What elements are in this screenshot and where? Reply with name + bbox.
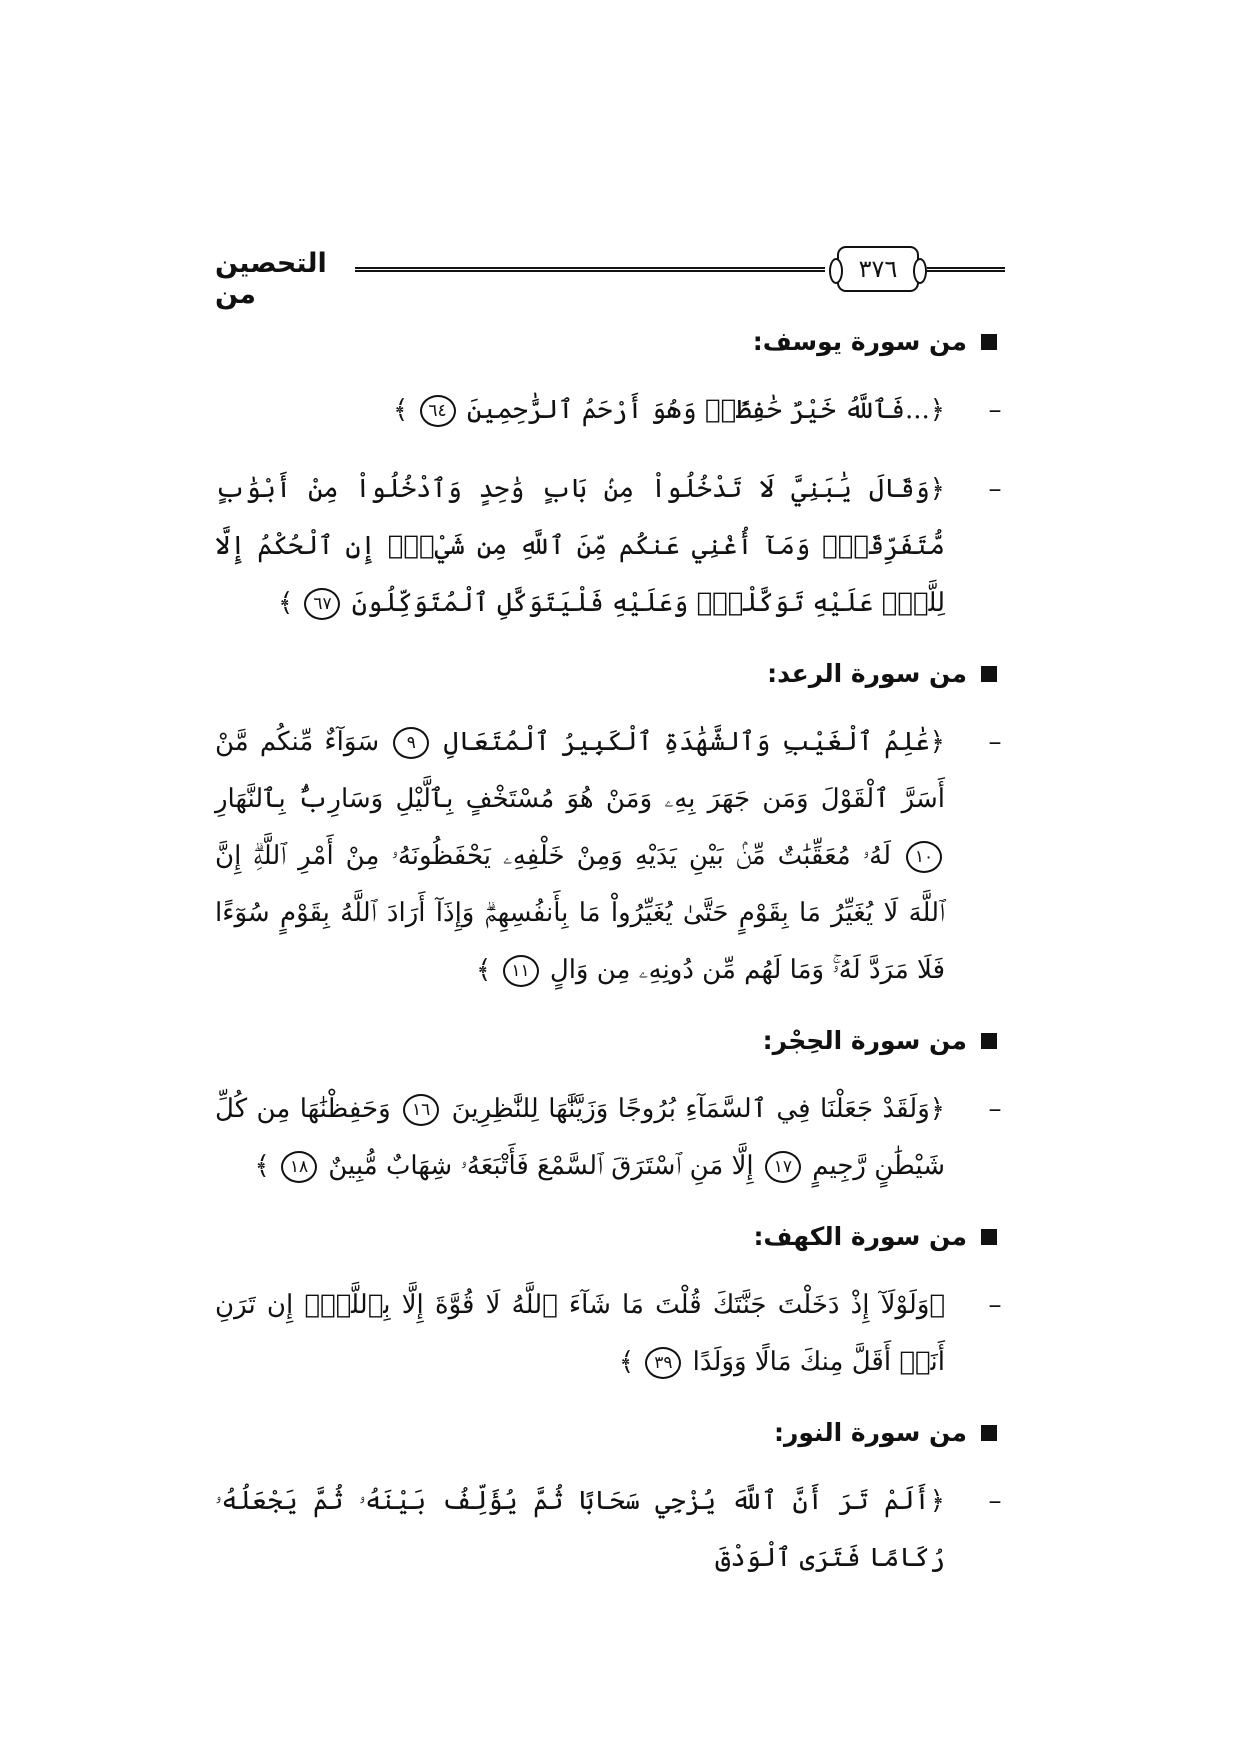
running-header <box>215 242 1005 310</box>
verse-text: ﴾ <box>277 588 294 618</box>
ayah-number: ١٠ <box>906 841 942 873</box>
dash-bullet-icon: – <box>988 727 1002 757</box>
sura-heading-text: من سورة يوسف: <box>752 327 967 356</box>
sura-heading <box>215 1217 997 1257</box>
sura-heading-text: من سورة الحِجْر: <box>762 1026 967 1055</box>
square-bullet-icon <box>981 1425 997 1441</box>
verse-text: ﴾ <box>393 395 409 425</box>
dash-bullet-icon: – <box>988 1486 1002 1516</box>
square-bullet-icon <box>981 666 997 682</box>
sura-heading-text: من سورة الكهف: <box>753 1222 967 1251</box>
verse-text: لَهُۥ مُعَقِّبَٰتٌ مِّنۢ بَيْنِ يَدَيْهِ وَمِنْ خَلْفِهِۦ يَحْفَظُونَهُۥ مِنْ أَمْرِ ٱللَّهِۗ إِنَّ ٱللَّهَ لَا يُغَيِّرُ مَا بِقَوْمٍ حَتَّىٰ يُغَيِّرُواْ مَا بِأَنفُسِهِمْۗ وَإِذَآ أَرَادَ ٱللَّهُ بِقَوْمٍ سُوٓءًا فَلَا مَرَدَّ لَهُۥۚ وَمَا لَهُم مِّن دُونِهِۦ مِن وَالٍ <box>215 841 945 985</box>
ayah-number: ١٦ <box>403 1094 439 1126</box>
verse-text: ﴾ <box>476 955 492 985</box>
verse-text: ﴿وَلَقَدْ جَعَلْنَا فِي ٱلسَّمَآءِ بُرُوجًا وَزَيَّنَّٰهَا لِلنَّٰظِرِينَ <box>451 1094 946 1124</box>
square-bullet-icon <box>981 334 997 350</box>
page-number: ٣٧٦ <box>837 246 919 292</box>
sura-heading <box>215 322 997 362</box>
ayah-number: ٣٩ <box>645 1347 681 1379</box>
verse-text: وَحَفِظْنَٰهَا مِن كُلِّ شَيْطَٰنٍ رَّجِيمٍ <box>215 1094 945 1181</box>
dash-bullet-icon: – <box>988 1290 1002 1320</box>
sura-heading <box>215 1021 997 1061</box>
page-content <box>215 322 1005 1609</box>
verse-text: ﴾ <box>254 1151 270 1181</box>
square-bullet-icon <box>981 1033 997 1049</box>
verse-paragraph <box>215 1081 1005 1195</box>
square-bullet-icon <box>981 1229 997 1245</box>
sura-heading <box>215 654 997 694</box>
header-rule-left <box>355 267 825 272</box>
verse-paragraph <box>215 461 1005 632</box>
dash-bullet-icon: – <box>988 474 1002 504</box>
ayah-number: ٦٧ <box>304 588 340 620</box>
dash-bullet-icon: – <box>988 395 1002 425</box>
book-title: التحصين من <box>215 248 327 310</box>
header-rule-right <box>927 267 1005 272</box>
verse-text: سَوَآءٌ مِّنكُم مَّنْ أَسَرَّ ٱلْقَوْلَ وَمَن جَهَرَ بِهِۦ وَمَنْ هُوَ مُسْتَخْفٍ بِٱلَّيْلِ وَسَارِبٌۢ بِٱلنَّهَارِ <box>215 727 945 814</box>
sura-heading <box>215 1413 997 1453</box>
verse-text: ﴿وَلَوْلَآ إِذْ دَخَلْتَ جَنَّتَكَ قُلْتَ مَا شَآءَ ٱللَّهُ لَا قُوَّةَ إِلَّا بِٱللَّهِۚ إِن تَرَنِ أَنَا۠ أَقَلَّ مِنكَ مَالًا وَوَلَدًا <box>215 1290 945 1377</box>
verse-text: ﴾ <box>618 1347 635 1377</box>
ayah-number: ٩ <box>393 727 429 759</box>
verse-text: إِلَّا مَنِ ٱسْتَرَقَ ٱلسَّمْعَ فَأَتْبَعَهُۥ شِهَابٌ مُّبِينٌ <box>328 1151 754 1181</box>
sura-heading-text: من سورة النور: <box>773 1418 967 1447</box>
ayah-number: ٦٤ <box>420 395 456 427</box>
dash-bullet-icon: – <box>988 1094 1002 1124</box>
verse-text: ﴿وَقَالَ يَٰبَنِيَّ لَا تَدْخُلُواْ مِنۢ بَابٍ وَٰحِدٍ وَٱدْخُلُواْ مِنْ أَبْوَٰبٍ مُّتَفَرِّقَةٍۖ وَمَآ أُغْنِي عَنكُم مِّنَ ٱللَّهِ مِن شَيْءٍۖ إِنِ ٱلْحُكْمُ إِلَّا لِلَّهِۖ عَلَيْهِ تَوَكَّلْتُۖ وَعَلَيْهِ فَلْيَتَوَكَّلِ ٱلْمُتَوَكِّلُونَ <box>215 474 945 618</box>
verse-paragraph <box>215 382 1005 439</box>
ayah-number: ١٧ <box>765 1151 801 1183</box>
ayah-number: ١٨ <box>281 1151 317 1183</box>
verse-text: ﴿...فَٱللَّهُ خَيْرٌ حَٰفِظًاۖ وَهُوَ أَرْحَمُ ٱلرَّٰحِمِينَ <box>466 395 945 425</box>
verse-text: ﴿أَلَمْ تَرَ أَنَّ ٱللَّهَ يُزْجِي سَحَابًا ثُمَّ يُؤَلِّفُ بَيْنَهُۥ ثُمَّ يَجْعَلُهُۥ رُكَامًا فَتَرَى ٱلْوَدْقَ <box>215 1486 945 1573</box>
verse-paragraph <box>215 1473 1005 1587</box>
verse-text: ﴿عَٰلِمُ ٱلْغَيْبِ وَٱلشَّهَٰدَةِ ٱلْكَبِيرُ ٱلْمُتَعَالِ <box>443 727 946 757</box>
verse-paragraph <box>215 1277 1005 1391</box>
ayah-number: ١١ <box>503 955 539 987</box>
sura-heading-text: من سورة الرعد: <box>767 659 967 688</box>
verse-paragraph <box>215 714 1005 999</box>
